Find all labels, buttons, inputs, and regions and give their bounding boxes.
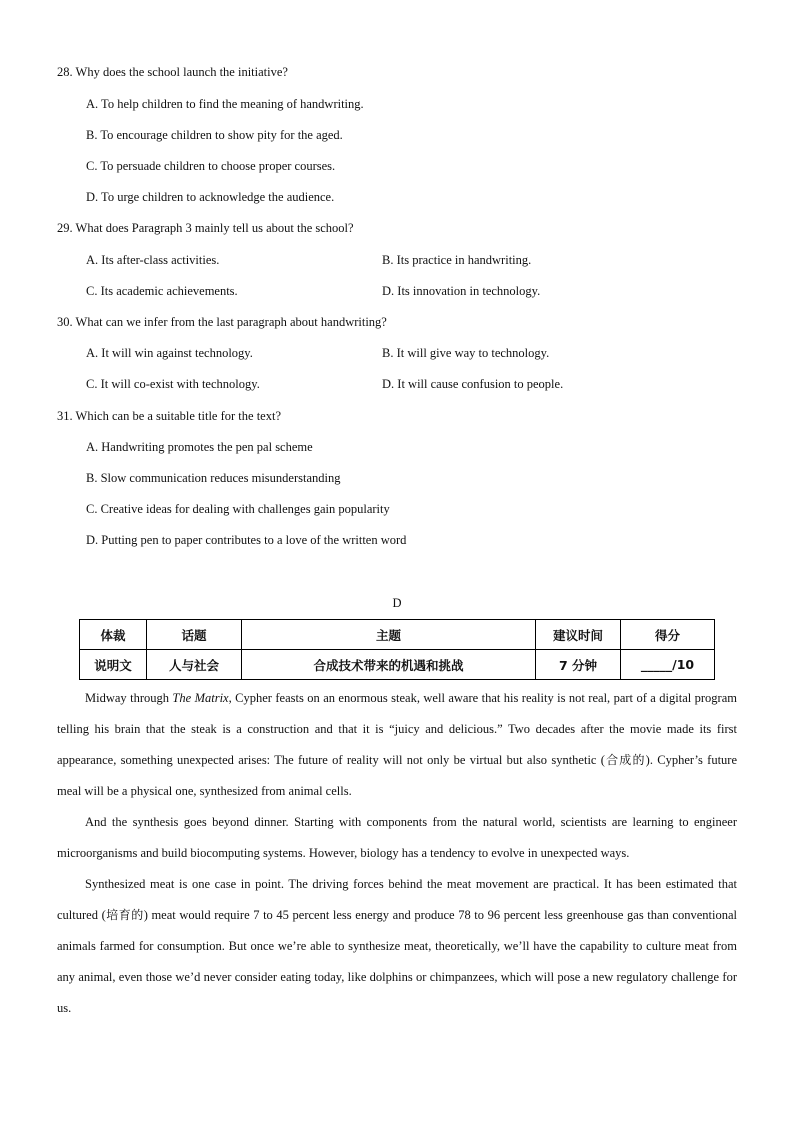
paragraph-1-text-a: Midway through [85,691,173,705]
paragraph-1-text-b: , Cypher feasts on an enormous steak, well aware that his reality is not real, part of a digital program telling his brain that the steak is a construction and that it is “juicy and delicious.” Two decades after the movie made its first appearance, something unexpected arises: The future of reality will not only be virtual but also synthetic ( [57,691,737,767]
passage-paragraph-2: And the synthesis goes beyond dinner. Starting with components from the natural world, scientists are learning to engineer microorganisms and build biocomputing systems. However, biology has a tendency to evolve in unexpected ways. [57,815,737,860]
table-header-row [80,620,715,650]
header-topic: 话题 [147,620,242,650]
passage-paragraph-1 [57,683,737,807]
question-29-option-a: A. Its after-class activities. [86,253,220,267]
movie-title: The Matrix [172,691,229,705]
header-theme: 主题 [242,620,536,650]
question-29-option-b: B. Its practice in handwriting. [382,253,532,267]
question-31-option-c: C. Creative ideas for dealing with challenges gain popularity [86,502,390,516]
question-28-option-a: A. To help children to find the meaning of handwriting. [86,97,364,111]
question-29-option-d: D. Its innovation in technology. [382,284,541,298]
paragraph-1-text-c: ). Cypher’s future meal will be a physical one, synthesized from animal cells. [57,753,738,798]
cell-topic: 人与社会 [147,650,242,680]
question-30-option-d: D. It will cause confusion to people. [382,377,564,391]
question-30-option-a: A. It will win against technology. [86,346,253,360]
passage-body [57,683,737,1024]
question-28-option-c: C. To persuade children to choose proper courses. [86,159,336,173]
header-score: 得分 [621,620,715,650]
header-genre: 体裁 [80,620,147,650]
question-31-option-a: A. Handwriting promotes the pen pal scheme [86,440,313,454]
question-31-option-d: D. Putting pen to paper contributes to a love of the written word [86,533,407,547]
question-30-stem: 30. What can we infer from the last paragraph about handwriting? [57,315,387,329]
question-29-stem: 29. What does Paragraph 3 mainly tell us about the school? [57,221,354,235]
gloss-synthetic: 合成的 [604,753,646,767]
cell-genre: 说明文 [80,650,147,680]
passage-paragraph-3 [57,869,737,1024]
paragraph-3-text-a: Synthesized meat is one case in point. The driving forces behind the meat movement are practical. It has been estimated that cultured ( [57,877,737,922]
question-29-option-c: C. Its academic achievements. [86,284,238,298]
gloss-cultured: 培育的 [105,908,144,922]
header-suggested-time: 建议时间 [536,620,621,650]
section-heading: D [392,596,402,610]
question-28-option-b: B. To encourage children to show pity for the aged. [86,128,343,142]
question-31-option-b: B. Slow communication reduces misunderstanding [86,471,341,485]
cell-suggested-time: 7 分钟 [536,650,621,680]
question-31-stem: 31. Which can be a suitable title for the text? [57,409,281,423]
question-30-option-c: C. It will co-exist with technology. [86,377,260,391]
question-30-option-b: B. It will give way to technology. [382,346,550,360]
question-28-option-d: D. To urge children to acknowledge the audience. [86,190,335,204]
table-row [80,650,715,680]
passage-info-table [79,619,715,680]
paragraph-3-text-b: ) meat would require 7 to 45 percent less energy and produce 78 to 96 percent less greenhouse gas than conventional animals farmed for consumption. But once we’re able to synthesize meat, theoretically, we’ll have the capability to culture meat from any animal, even those we’d never consider eating today, like dolphins or chimpanzees, which will pose a new regulatory challenge for us. [57,908,737,1015]
question-28-stem: 28. Why does the school launch the initiative? [57,65,288,79]
cell-theme: 合成技术带来的机遇和挑战 [242,650,536,680]
cell-score[interactable]: _____/10 [621,650,715,680]
